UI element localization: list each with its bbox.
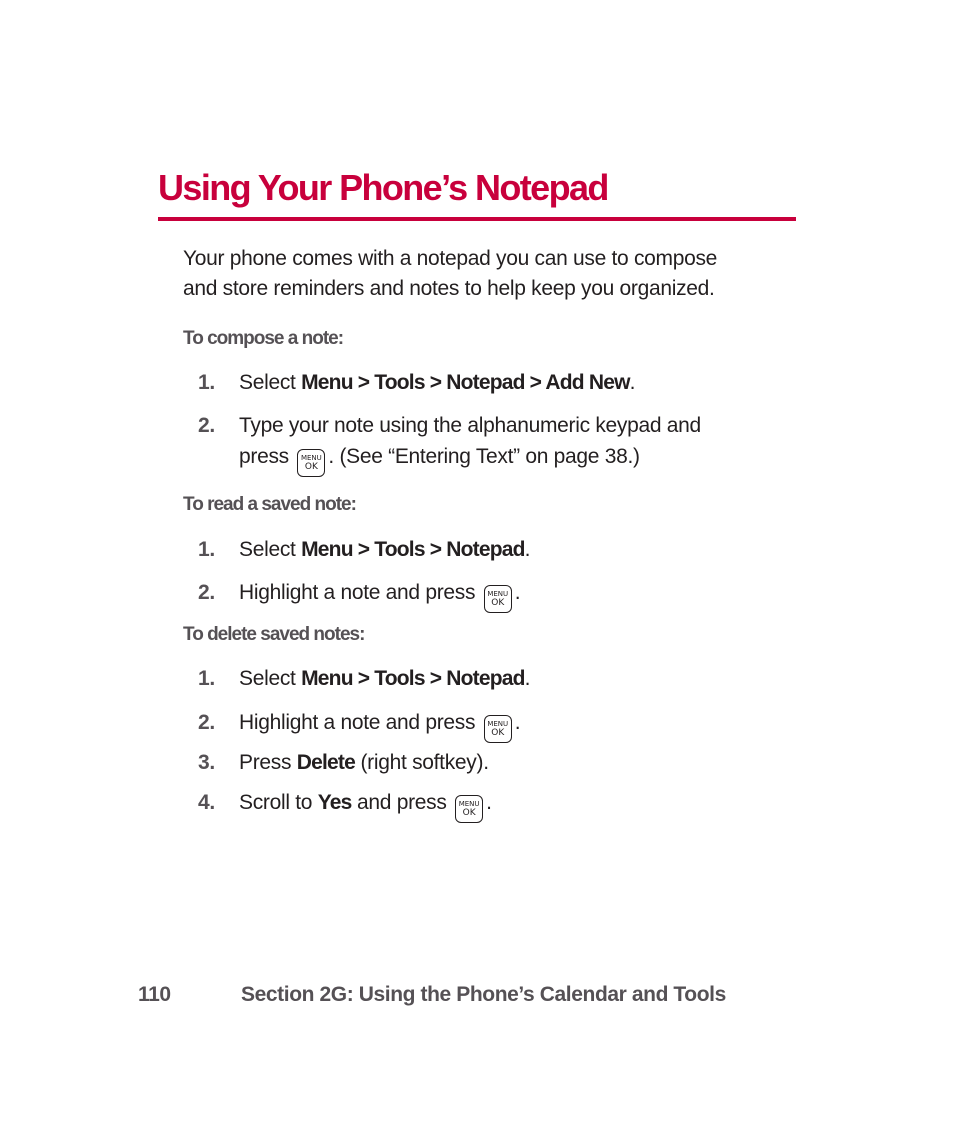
step-text: Highlight a note and press — [239, 711, 481, 734]
intro-line-1: Your phone comes with a notepad you can use to compose — [183, 247, 718, 270]
step-text: Select — [239, 538, 302, 561]
page-title: Using Your Phone’s Notepad — [158, 167, 608, 208]
step-number: 1. — [198, 371, 215, 394]
section-footer: Section 2G: Using the Phone’s Calendar and Tools — [241, 983, 726, 1006]
title-rule — [158, 217, 796, 221]
menu-ok-key-icon: MENU OK — [297, 449, 325, 477]
step-number: 2. — [198, 711, 215, 734]
step-text-end: . — [486, 791, 492, 814]
menu-ok-key-icon: MENU OK — [455, 795, 483, 823]
step-text-end: . — [524, 538, 531, 561]
step-text-end: (right softkey). — [354, 751, 489, 774]
step-text: and press — [351, 791, 453, 814]
step-text: press — [239, 445, 295, 468]
menu-path: Menu > Tools > Notepad > Add New — [301, 371, 630, 394]
option-label: Yes — [317, 791, 352, 814]
step-text-end: . (See “Entering Text” on page 38.) — [328, 445, 640, 468]
softkey-label: Delete — [296, 751, 355, 774]
step-text-end: . — [514, 711, 521, 734]
step-number: 4. — [198, 791, 215, 814]
compose-step-2 — [198, 410, 778, 477]
step-text: Type your note using the alphanumeric keypad and — [239, 414, 701, 437]
menu-ok-key-icon: MENU OK — [484, 585, 512, 613]
read-heading: To read a saved note: — [183, 494, 356, 515]
read-step-1 — [198, 534, 778, 565]
delete-step-1 — [198, 663, 778, 694]
delete-step-2 — [198, 707, 778, 743]
step-text: Press — [239, 751, 297, 774]
step-text: Select — [239, 667, 302, 690]
delete-heading: To delete saved notes: — [183, 624, 365, 645]
step-text-end: . — [629, 371, 636, 394]
menu-path: Menu > Tools > Notepad — [301, 538, 525, 561]
intro-line-2: and store reminders and notes to help keep you organized. — [183, 277, 715, 300]
read-step-2 — [198, 577, 778, 613]
step-number: 1. — [198, 667, 215, 690]
menu-path: Menu > Tools > Notepad — [301, 667, 525, 690]
step-number: 2. — [198, 581, 215, 604]
step-text: Highlight a note and press — [239, 581, 481, 604]
intro-paragraph — [183, 244, 793, 304]
step-text: Select — [239, 371, 302, 394]
compose-heading: To compose a note: — [183, 328, 344, 349]
step-text: Scroll to — [239, 791, 318, 814]
menu-ok-key-icon: MENU OK — [484, 715, 512, 743]
step-number: 1. — [198, 538, 215, 561]
page-number: 110 — [138, 983, 171, 1006]
delete-step-3 — [198, 747, 778, 778]
compose-step-1 — [198, 367, 778, 398]
step-text-end: . — [524, 667, 531, 690]
step-text-end: . — [514, 581, 521, 604]
step-number: 2. — [198, 414, 215, 437]
step-number: 3. — [198, 751, 215, 774]
delete-step-4 — [198, 787, 778, 823]
